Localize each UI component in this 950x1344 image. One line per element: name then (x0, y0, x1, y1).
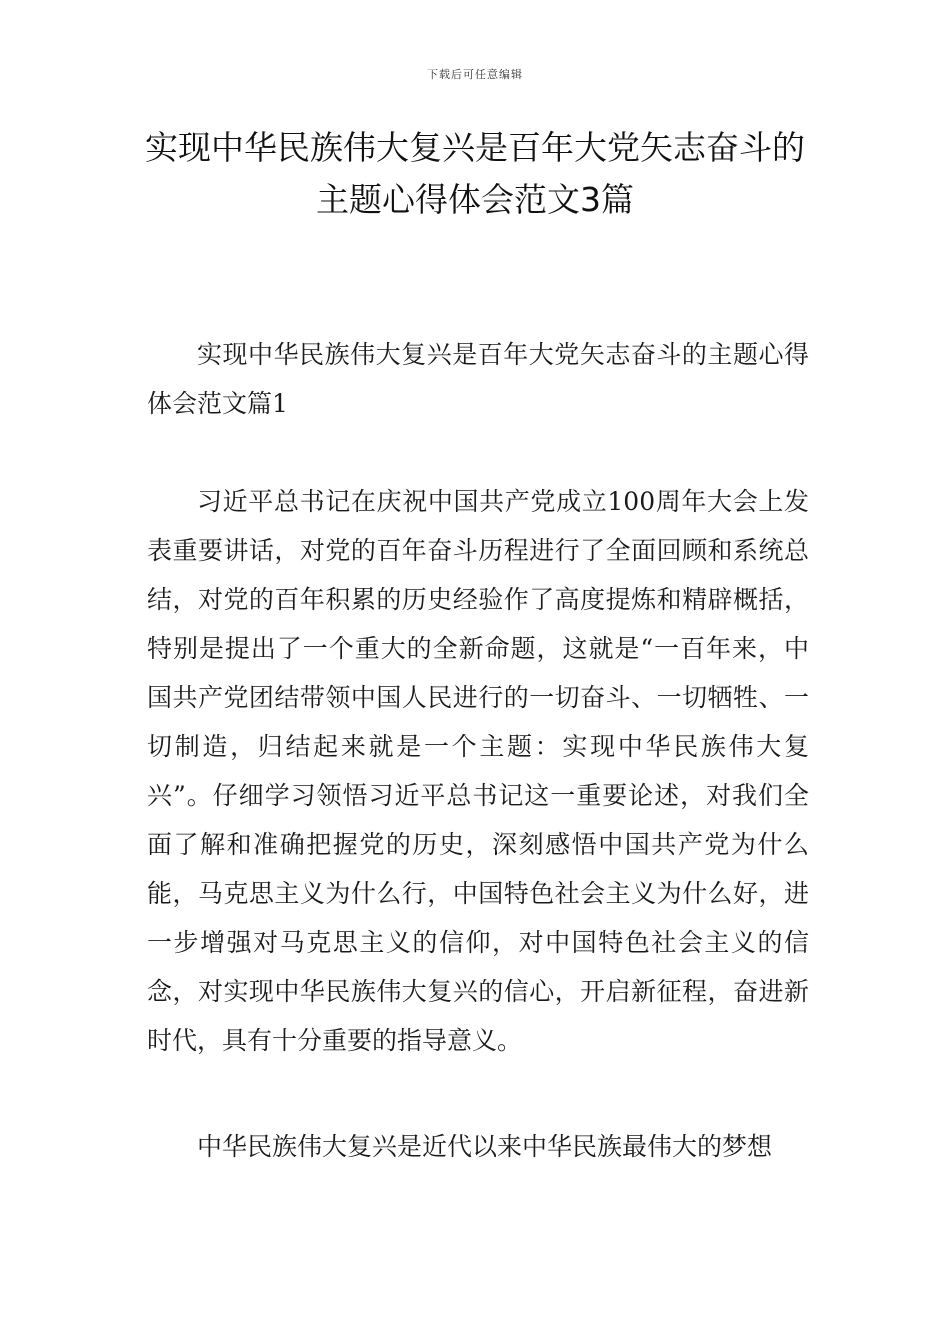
header-note: 下载后可任意编辑 (427, 68, 523, 81)
body-paragraph-2: 中华民族伟大复兴是近代以来中华民族最伟大的梦想 (197, 1132, 773, 1161)
section-subtitle: 实现中华民族伟大复兴是百年大党矢志奋斗的主题心得体会范文篇1 (147, 340, 809, 418)
body-paragraph-1: 习近平总书记在庆祝中国共产党成立100周年大会上发表重要讲话，对党的百年奋斗历程进行了全面回顾和系统总结，对党的百年积累的历史经验作了高度提炼和精辟概括，特别是提出了一个重大的全新命题，这就是“一百年来，中国共产党团结带领中国人民进行的一切奋斗、一切牺牲、一切制造，归结起来就是一个主题：实现中华民族伟大复兴”。仔细学习领悟习近平总书记这一重要论述，对我们全面了解和准确把握党的历史，深刻感悟中国共产党为什么能，马克思主义为什么行，中国特色社会主义为什么好，进一步增强对马克思主义的信仰，对中国特色社会主义的信念，对实现中华民族伟大复兴的信心，开启新征程，奋进新时代，具有十分重要的指导意义。 (147, 487, 809, 1055)
document-title: 实现中华民族伟大复兴是百年大党矢志奋斗的主题心得体会范文3篇 (145, 128, 805, 219)
